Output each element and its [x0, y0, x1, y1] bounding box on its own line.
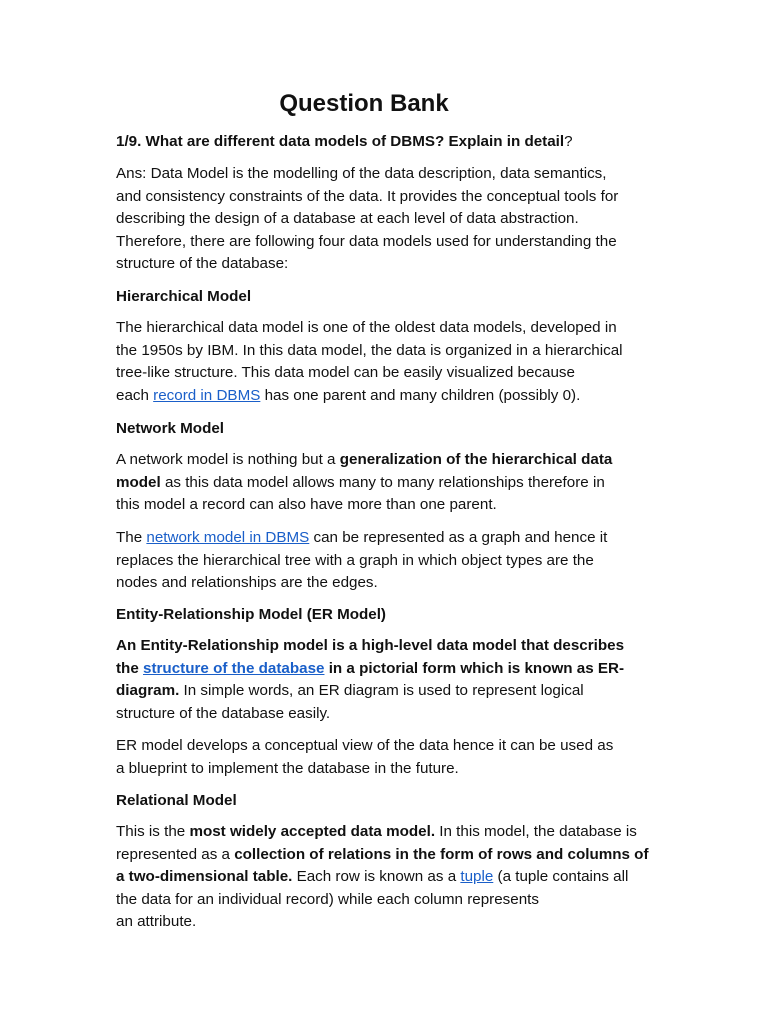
page-title: Question Bank: [279, 90, 449, 117]
er-paragraph-2: ER model develops a conceptual view of the data hence it can be used as a blueprint to implement the database in the future.: [116, 737, 614, 777]
tuple-link[interactable]: tuple: [460, 868, 494, 886]
er-paragraph-1: An Entity-Relationship model is a high-level data model that describes the structure of the database in a pictorial form which is known as ER- diagram. In simple words, an ER diagram is used to represent logical structure of the database easily.: [116, 637, 625, 722]
question: [116, 131, 696, 154]
network-model-link[interactable]: network model in DBMS: [146, 529, 310, 546]
question-mark: ?: [564, 133, 573, 150]
question-text: 1/9. What are different data models of DBMS? Explain in detail: [116, 133, 565, 150]
hierarchical-heading: Hierarchical Model: [116, 288, 252, 305]
hierarchical-paragraph: The hierarchical data model is one of the oldest data models, developed in the 1950s by IBM. In this data model, the data is organized in a hierarchical tree-like structure. This data model can be easily visualized because each record in DBMS has one parent and many children (possibly 0).: [116, 319, 623, 404]
relational-paragraph: This is the most widely accepted data model. In this model, the database is represented as a collection of relations in the form of rows and columns of a two-dimensional table. Each row is known as a tuple (a tuple contains all the data for an individual record) while each column represents an attribute.: [116, 823, 649, 931]
network-paragraph-1: A network model is nothing but a generalization of the hierarchical data model as this data model allows many to many relationships therefore in this model a record can also have more than one parent.: [116, 451, 613, 514]
record-in-dbms-link[interactable]: record in DBMS: [153, 386, 261, 404]
intro-line: describing the design of a database at each level of data abstraction.: [116, 210, 579, 228]
intro-line: structure of the database:: [116, 255, 289, 273]
network-paragraph-2: The network model in DBMS can be represented as a graph and hence it replaces the hierarchical tree with a graph in which object types are the nodes and relationships are the edges.: [116, 529, 608, 592]
network-heading: Network Model: [116, 420, 225, 437]
answer-intro: [116, 163, 696, 276]
intro-line: Ans: Data Model is the modelling of the data description, data semantics,: [116, 165, 607, 182]
structure-of-database-link[interactable]: structure of the database: [143, 659, 325, 677]
intro-line: and consistency constraints of the data. It provides the conceptual tools for: [116, 187, 619, 205]
er-heading: Entity-Relationship Model (ER Model): [116, 606, 386, 623]
relational-heading: Relational Model: [116, 792, 237, 809]
intro-line: Therefore, there are following four data models used for understanding the: [116, 232, 617, 250]
